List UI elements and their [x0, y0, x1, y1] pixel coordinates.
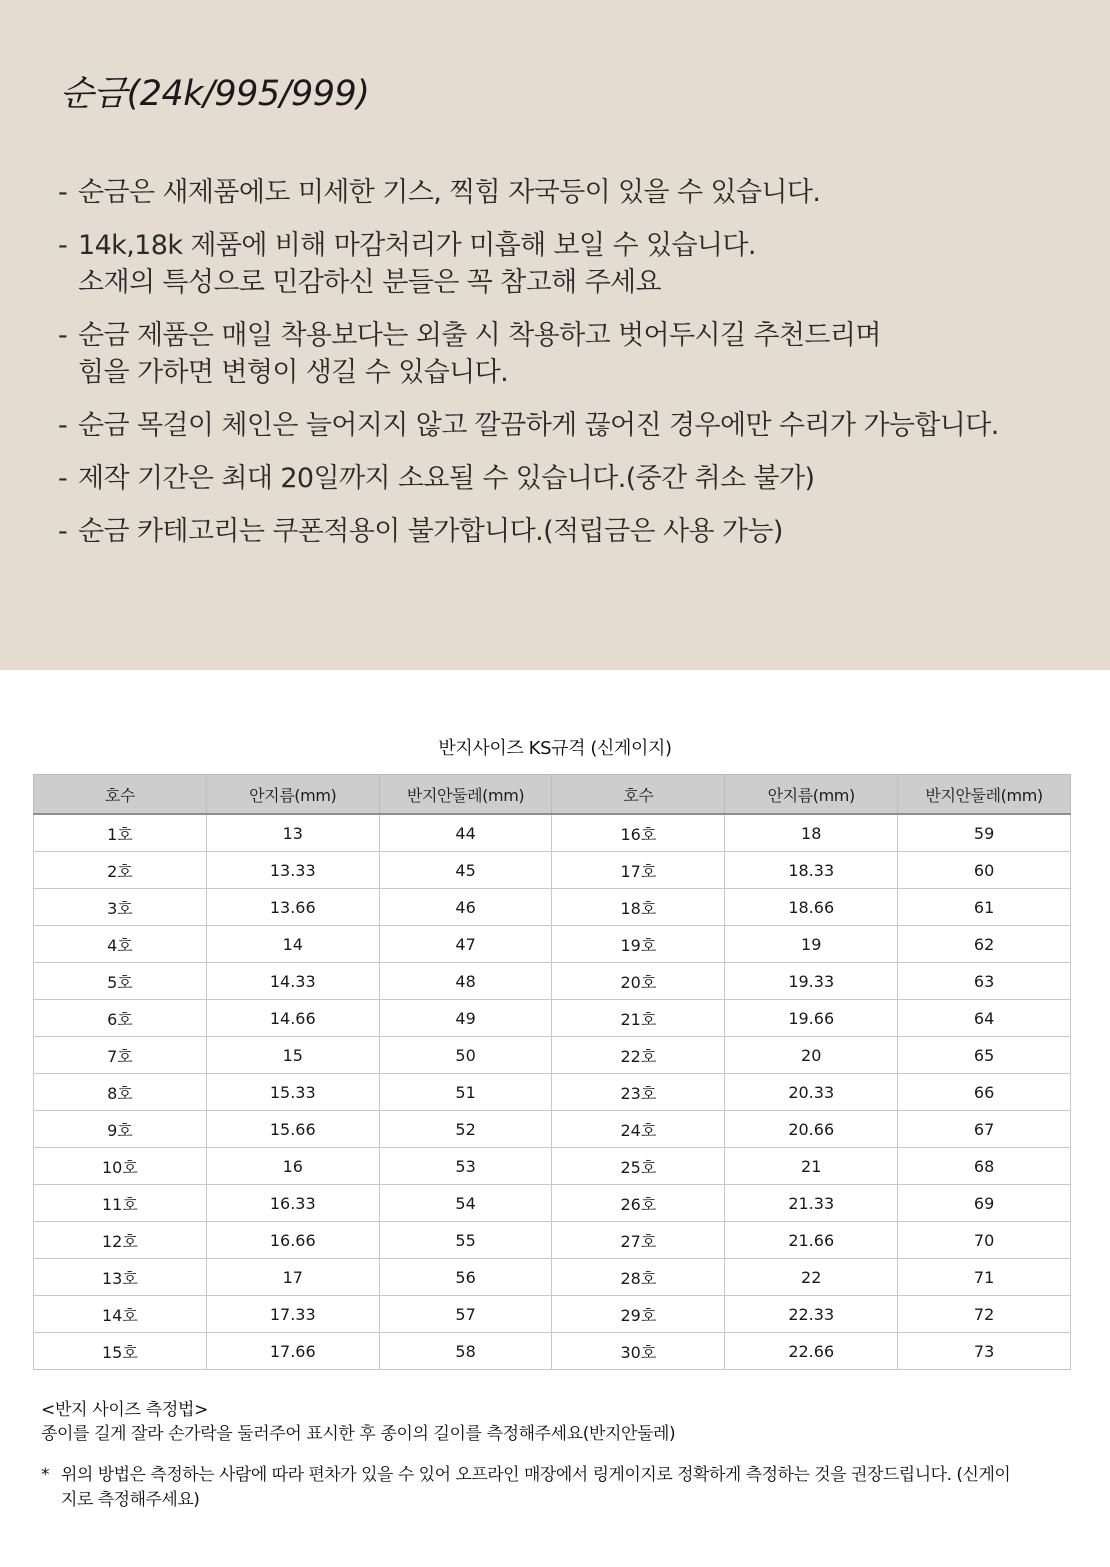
cell-inner-circumference: 70: [898, 1222, 1071, 1259]
cell-size: 15호: [34, 1333, 207, 1370]
notice-line: 순금 제품은 매일 착용보다는 외출 시 착용하고 벗어두시길 추천드리며: [78, 320, 881, 351]
cell-inner-diameter: 17: [206, 1259, 379, 1296]
cell-size: 11호: [34, 1185, 207, 1222]
cell-size: 8호: [34, 1074, 207, 1111]
cell-size: 20호: [552, 963, 725, 1000]
cell-size: 19호: [552, 926, 725, 963]
cell-inner-circumference: 62: [898, 926, 1071, 963]
cell-size: 29호: [552, 1296, 725, 1333]
notice-item: [58, 227, 1088, 301]
cell-inner-diameter: 19: [725, 926, 898, 963]
notice-line: 순금 카테고리는 쿠폰적용이 불가합니다.(적립금은 사용 가능): [78, 516, 783, 547]
table-row: [34, 1148, 1071, 1185]
notice-item: [58, 407, 1088, 444]
notice-line: 순금은 새제품에도 미세한 기스, 찍힘 자국등이 있을 수 있습니다.: [78, 177, 821, 208]
cell-size: 2호: [34, 852, 207, 889]
cell-inner-diameter: 16.66: [206, 1222, 379, 1259]
cell-inner-circumference: 64: [898, 1000, 1071, 1037]
table-row: [34, 1296, 1071, 1333]
cell-inner-diameter: 19.33: [725, 963, 898, 1000]
cell-inner-circumference: 59: [898, 814, 1071, 852]
cell-inner-diameter: 13.33: [206, 852, 379, 889]
cell-inner-circumference: 73: [898, 1333, 1071, 1370]
table-row: [34, 852, 1071, 889]
cell-inner-circumference: 68: [898, 1148, 1071, 1185]
cell-inner-diameter: 21: [725, 1148, 898, 1185]
cell-inner-diameter: 16.33: [206, 1185, 379, 1222]
table-row: [34, 1333, 1071, 1370]
list-dash: -: [58, 463, 68, 494]
cell-inner-diameter: 14: [206, 926, 379, 963]
cell-inner-circumference: 51: [379, 1074, 552, 1111]
note-line: 위의 방법은 측정하는 사람에 따라 편차가 있을 수 있어 오프라인 매장에서 링게이지로 정확하게 측정하는 것을 권장드립니다. (신게이: [61, 1465, 1011, 1485]
table-row: [34, 1259, 1071, 1296]
column-header-size: 호수: [552, 775, 725, 815]
list-dash: -: [58, 410, 68, 441]
cell-inner-circumference: 57: [379, 1296, 552, 1333]
notice-line: 순금 목걸이 체인은 늘어지지 않고 깔끔하게 끊어진 경우에만 수리가 가능합니다.: [78, 410, 999, 441]
cell-inner-diameter: 13: [206, 814, 379, 852]
list-dash: -: [58, 516, 68, 547]
cell-size: 22호: [552, 1037, 725, 1074]
cell-size: 1호: [34, 814, 207, 852]
cell-inner-diameter: 20.33: [725, 1074, 898, 1111]
cell-inner-circumference: 50: [379, 1037, 552, 1074]
cell-inner-circumference: 72: [898, 1296, 1071, 1333]
column-header-size: 호수: [34, 775, 207, 815]
cell-inner-diameter: 18.33: [725, 852, 898, 889]
table-row: [34, 963, 1071, 1000]
cell-size: 23호: [552, 1074, 725, 1111]
cell-size: 13호: [34, 1259, 207, 1296]
table-row: [34, 889, 1071, 926]
cell-inner-circumference: 48: [379, 963, 552, 1000]
list-dash: -: [58, 230, 68, 261]
cell-inner-diameter: 14.33: [206, 963, 379, 1000]
table-row: [34, 926, 1071, 963]
cell-inner-diameter: 22.33: [725, 1296, 898, 1333]
pure-gold-notice-panel: [0, 0, 1110, 670]
table-row: [34, 1111, 1071, 1148]
notice-line: 힘을 가하면 변형이 생길 수 있습니다.: [78, 357, 509, 388]
cell-size: 4호: [34, 926, 207, 963]
list-dash: -: [58, 177, 68, 208]
cell-inner-diameter: 20: [725, 1037, 898, 1074]
cell-size: 10호: [34, 1148, 207, 1185]
cell-size: 27호: [552, 1222, 725, 1259]
cell-inner-circumference: 63: [898, 963, 1071, 1000]
cell-inner-diameter: 16: [206, 1148, 379, 1185]
notice-item: [58, 513, 1088, 550]
cell-inner-diameter: 18.66: [725, 889, 898, 926]
cell-inner-diameter: 21.66: [725, 1222, 898, 1259]
column-header-inner-circumference: 반지안둘레(mm): [379, 775, 552, 815]
cell-size: 7호: [34, 1037, 207, 1074]
ring-size-table: [33, 774, 1071, 1370]
notice-item: [58, 317, 1088, 391]
cell-size: 16호: [552, 814, 725, 852]
cell-inner-circumference: 46: [379, 889, 552, 926]
cell-size: 6호: [34, 1000, 207, 1037]
cell-inner-diameter: 15.33: [206, 1074, 379, 1111]
table-row: [34, 1074, 1071, 1111]
table-row: [34, 1000, 1071, 1037]
cell-inner-diameter: 18: [725, 814, 898, 852]
cell-inner-circumference: 49: [379, 1000, 552, 1037]
column-header-inner-diameter: 안지름(mm): [725, 775, 898, 815]
table-row: [34, 814, 1071, 852]
cell-size: 28호: [552, 1259, 725, 1296]
cell-inner-circumference: 54: [379, 1185, 552, 1222]
cell-inner-circumference: 53: [379, 1148, 552, 1185]
cell-inner-diameter: 22.66: [725, 1333, 898, 1370]
cell-inner-circumference: 45: [379, 852, 552, 889]
list-dash: -: [58, 320, 68, 351]
notice-item: [58, 174, 1088, 211]
cell-inner-circumference: 71: [898, 1259, 1071, 1296]
cell-size: 3호: [34, 889, 207, 926]
cell-inner-diameter: 17.33: [206, 1296, 379, 1333]
cell-size: 14호: [34, 1296, 207, 1333]
cell-inner-diameter: 19.66: [725, 1000, 898, 1037]
notice-line: 소재의 특성으로 민감하신 분들은 꼭 참고해 주세요: [78, 267, 662, 298]
cell-size: 24호: [552, 1111, 725, 1148]
cell-inner-diameter: 15.66: [206, 1111, 379, 1148]
cell-inner-diameter: 17.66: [206, 1333, 379, 1370]
cell-inner-diameter: 21.33: [725, 1185, 898, 1222]
note-line: 지로 측정해주세요): [61, 1490, 200, 1510]
notice-item: [58, 460, 1088, 497]
cell-inner-diameter: 13.66: [206, 889, 379, 926]
cell-size: 26호: [552, 1185, 725, 1222]
notice-line: 14k,18k 제품에 비해 마감처리가 미흡해 보일 수 있습니다.: [78, 230, 756, 261]
measure-method-heading: <반지 사이즈 측정법>: [41, 1400, 209, 1420]
cell-inner-circumference: 61: [898, 889, 1071, 926]
cell-inner-circumference: 56: [379, 1259, 552, 1296]
cell-inner-circumference: 52: [379, 1111, 552, 1148]
cell-inner-circumference: 47: [379, 926, 552, 963]
cell-inner-circumference: 60: [898, 852, 1071, 889]
table-row: [34, 1037, 1071, 1074]
notice-list: [58, 174, 1088, 566]
table-row: [34, 1222, 1071, 1259]
column-header-inner-diameter: 안지름(mm): [206, 775, 379, 815]
cell-size: 30호: [552, 1333, 725, 1370]
size-chart-caption: 반지사이즈 KS규격 (신게이지): [438, 738, 672, 759]
notice-title: 순금(24k/995/999): [60, 74, 370, 114]
cell-inner-circumference: 66: [898, 1074, 1071, 1111]
table-body: [34, 814, 1071, 1370]
cell-inner-circumference: 69: [898, 1185, 1071, 1222]
cell-size: 5호: [34, 963, 207, 1000]
measure-method-description: 종이를 길게 잘라 손가락을 둘러주어 표시한 후 종이의 길이를 측정해주세요(반지안둘레): [41, 1424, 676, 1444]
cell-size: 18호: [552, 889, 725, 926]
cell-size: 17호: [552, 852, 725, 889]
table-row: [34, 1185, 1071, 1222]
cell-inner-circumference: 65: [898, 1037, 1071, 1074]
cell-inner-circumference: 44: [379, 814, 552, 852]
cell-inner-diameter: 22: [725, 1259, 898, 1296]
cell-inner-circumference: 55: [379, 1222, 552, 1259]
cell-inner-circumference: 58: [379, 1333, 552, 1370]
cell-inner-circumference: 67: [898, 1111, 1071, 1148]
note-asterisk: *: [41, 1465, 49, 1485]
cell-size: 21호: [552, 1000, 725, 1037]
cell-inner-diameter: 14.66: [206, 1000, 379, 1037]
column-header-inner-circumference: 반지안둘레(mm): [898, 775, 1071, 815]
cell-size: 12호: [34, 1222, 207, 1259]
cell-inner-diameter: 20.66: [725, 1111, 898, 1148]
cell-size: 25호: [552, 1148, 725, 1185]
measure-note: [41, 1463, 1081, 1513]
cell-size: 9호: [34, 1111, 207, 1148]
cell-inner-diameter: 15: [206, 1037, 379, 1074]
table-header-row: [34, 775, 1071, 815]
notice-line: 제작 기간은 최대 20일까지 소요될 수 있습니다.(중간 취소 불가): [78, 463, 815, 494]
